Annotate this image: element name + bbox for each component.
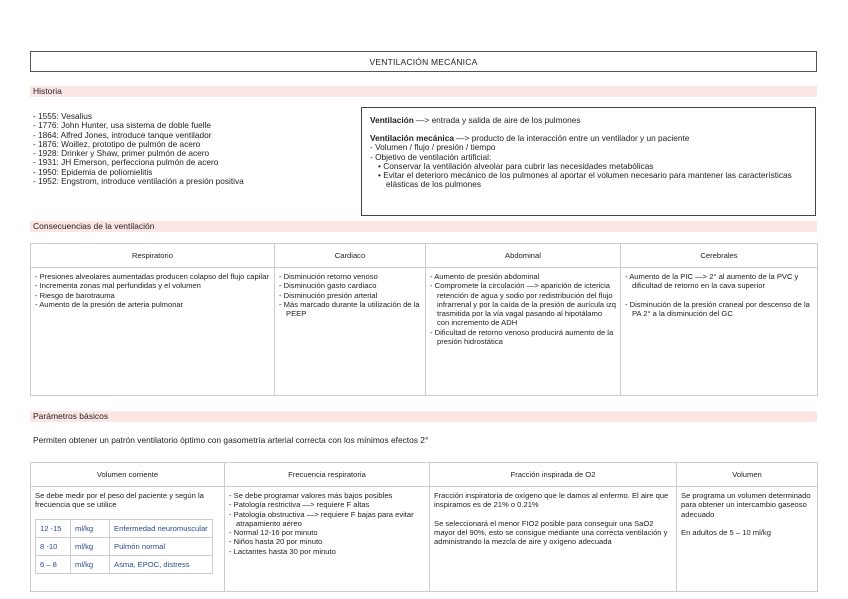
list-item: - 1952: Engstrom, introduce ventilación a presión positiva [33,176,244,187]
ventilacion-def [370,116,807,125]
volumen-text: Se programa un volumen determinado para obtener un intercambio gaseoso adecuado [681,491,811,519]
list-item: - Niños hasta 20 por minuto [229,537,323,547]
list-item: - Lactantes hasta 30 por minuto [229,546,336,556]
condition-cell: Asma, EPOC, distress [110,556,213,574]
table-row [36,556,213,574]
list-item: - Patología obstructiva —> requiere F bajas para evitar atrapamiento aéreo [229,509,414,528]
list-item: - Aumento de la presión de arteria pulmonar [35,299,184,309]
volumen-corriente-cell [31,487,225,592]
unit-cell: ml/kg [71,519,110,537]
volumen-corriente-table [35,519,213,575]
condition-cell: Enfermedad neuromuscular [110,519,213,537]
parametros-heading: Parámetros básicos [30,411,817,422]
ventilacion-line: - Volumen / flujo / presión / tiempo [370,142,496,153]
list-item: - Disminución gasto cardiaco [279,281,377,291]
list-item: - Dificultad de retorno venoso producirá aumento de la presión hidrostática [430,327,614,347]
list-item: - 1555: Vesalius [33,111,93,121]
column-header: Respiratorio [31,244,275,268]
table-row [36,537,213,555]
ventilacion-def-text: —> entrada y salida de aire de los pulmones [413,115,581,125]
cerebrales-cell [621,268,818,396]
range-cell: 8 -10 [36,537,71,555]
list-item: - 1950: Epidemia de poliomielitis [33,166,153,177]
column-header: Cerebrales [621,244,818,268]
list-item: - Compromete la circulación —> aparición de ictericia retención de agua y sodio por redistribución del flujo infrarrenal y por la caída de la presión de aurícula izq trasmitida por la vía vagal pasando al hipotálamo con incremento de ADH [430,281,616,328]
table-row [36,519,213,537]
list-item: - Aumento de la PIC —> 2° al aumento de la PVC y dificultad de retorno en la cava superior [625,272,799,291]
historia-list [33,112,244,186]
volumen-text: En adultos de 5 – 10 ml/kg [681,527,771,537]
list-item: - Incrementa zonas mal perfundidas y el volumen [35,281,201,291]
list-item: - 1931: JH Emerson, perfecciona pulmón de acero [33,157,219,168]
list-item: - Se debe programar valores más bajos posibles [229,491,393,500]
unit-cell: ml/kg [71,556,110,574]
list-item: - Más marcado durante la utilización de la PEEP [279,299,420,319]
column-header: Frecuencia respiratoria [225,463,430,487]
condition-cell: Pulmón normal [110,537,213,555]
list-item: - Aumento de presión abdominal [430,272,540,281]
parametros-intro: Permiten obtener un patrón ventilatorio óptimo con gasometría arterial correcta con los mínimos efectos 2° [33,435,429,445]
volumen-corriente-text: Se debe medir por el peso del paciente y según la frecuencia que se utilice [35,491,204,510]
unit-cell: ml/kg [71,537,110,555]
list-item: - Normal 12-16 por minuto [229,528,318,538]
list-item: - 1876: Woillez, prototipo de pulmón de acero [33,138,201,149]
column-header: Fracción inspirada de O2 [430,463,677,487]
list-item: - 1776: John Hunter, usa sistema de doble fuelle [33,120,212,131]
page-title-text: VENTILACIÓN MECÁNICA [369,56,478,67]
ventilacion-bullet: • Conservar la ventilación alveolar para cubrir las necesidades metabólicas [378,160,654,171]
frecuencia-cell [225,487,430,592]
column-header: Abdominal [426,244,621,268]
fraccion-text: Se seleccionará el menor FIO2 posible para conseguir una SaO2 mayor del 90%, esto se consigue mediante una correcta ventilación y administrando la mezcla de aire y oxígeno adecuada [434,518,668,547]
historia-heading: Historia [30,86,817,97]
ventilacion-term: Ventilación [370,115,414,125]
abdominal-cell [426,268,621,396]
consecuencias-heading: Consecuencias de la ventilación [30,221,817,232]
list-item: - Disminución presión arterial [279,290,378,300]
list-item: - 1928: Drinker y Shaw, primer pulmón de acero [33,148,210,159]
column-header: Volumen [677,463,818,487]
ventilacion-bullet: • Evitar el deterioro mecánico de los pulmones al aportar el volumen necesario para mantener las características elásticas de los pulmones [378,170,792,190]
list-item: - Disminución de la presión craneal por descenso de la PA 2° a la disminución del GC [625,299,810,318]
ventilacion-line: - Objetivo de ventilación artificial: [370,151,492,162]
range-cell: 12 -15 [36,519,71,537]
fraccion-cell [430,487,677,592]
list-item: - Presiones alveolares aumentadas producen colapso del flujo capilar [35,272,269,281]
range-cell: 6 – 8 [36,556,71,574]
ventilacion-mecanica-text: —> producto de la interacción entre un ventilador y un paciente [453,133,690,144]
fraccion-text: Fracción inspiratoria de oxígeno que le damos al enfermo. El aire que inspiramos es de 21% o 0.21% [434,491,669,510]
list-item: - 1864: Alfred Jones, introduce tanque ventilador [33,129,212,140]
column-header: Volumen corriente [31,463,225,487]
volumen-cell [677,487,818,592]
list-item: - Disminución retorno venoso [279,272,378,281]
list-item: - Riesgo de barotrauma [35,290,115,300]
page-title [30,51,817,72]
ventilacion-mecanica-term: Ventilación mecánica [370,133,454,144]
ventilacion-box [361,107,816,216]
respiratorio-cell [31,268,275,396]
consecuencias-table [30,243,818,396]
cardiaco-cell [275,268,426,396]
column-header: Cardiaco [275,244,426,268]
parametros-table [30,462,818,592]
list-item: - Patología restrictiva —> requiere F altas [229,500,370,510]
